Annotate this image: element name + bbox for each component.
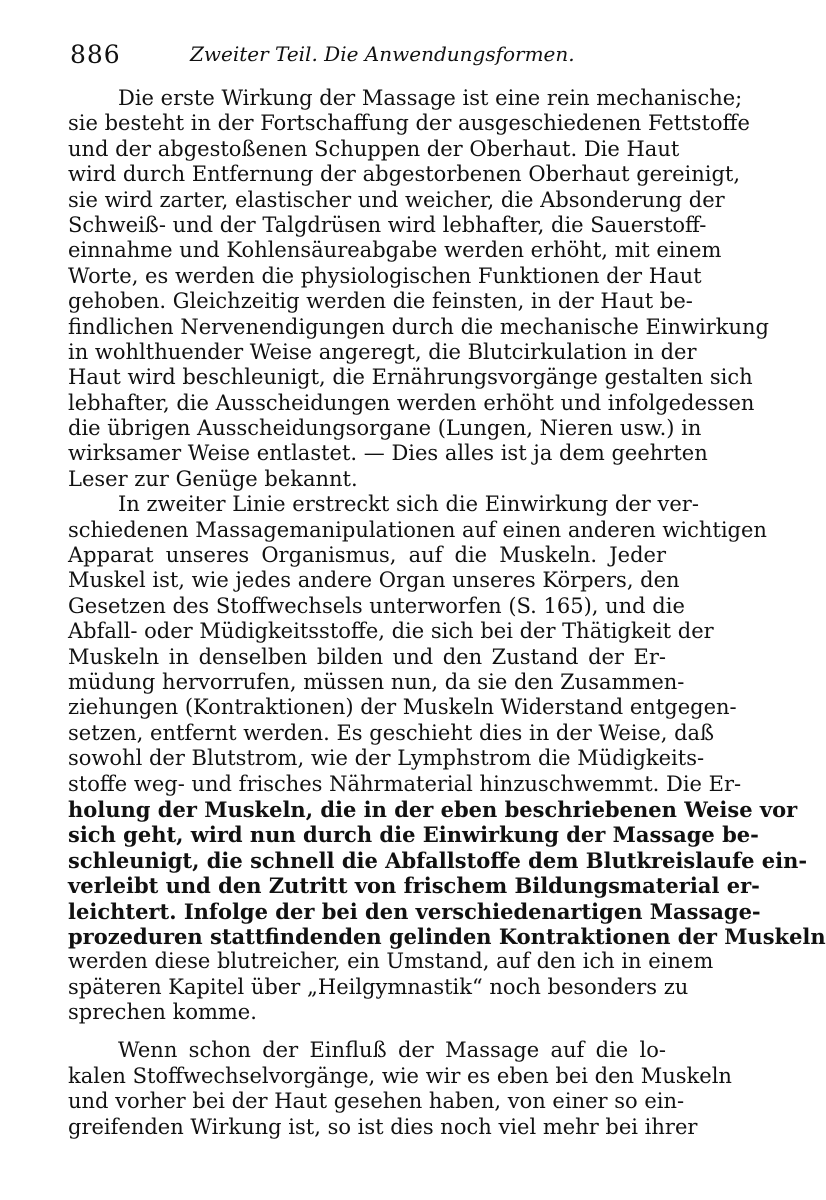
text-line: Die erste Wirkung der Massage ist eine rein mechanische; [118,86,743,110]
paragraph [68,492,826,1025]
text-line: die übrigen Ausscheidungsorgane (Lungen, Nieren usw.) in [68,416,702,441]
text-line: sie besteht in der Fortschaffung der ausgeschiedenen Fettstoffe [68,111,750,136]
text-line: Apparat unseres Organismus, auf die Muskeln. Jeder [68,543,666,568]
text-line: sprechen komme. [68,1000,257,1025]
text-line: späteren Kapitel über „Heilgymnastik“ noch besonders zu [68,974,689,999]
paragraph-gap [68,1025,666,1038]
text-line: Wenn schon der Einfluß der Massage auf die lo- [118,1038,666,1063]
text-line: Muskeln in denselben bilden und den Zustand der Er- [68,644,666,669]
text-line: stoffe weg- und frisches Nährmaterial hinzuschwemmt. Die Er- [68,771,742,796]
text-line: Muskel ist, wie jedes andere Organ unseres Körpers, den [68,568,680,593]
text-line: müdung hervorrufen, müssen nun, da sie den Zusammen- [68,669,685,694]
text-line: lebhafter, die Ausscheidungen werden erhöht und infolgedessen [68,390,755,415]
text-line: einnahme und Kohlensäureabgabe werden erhöht, mit einem [68,238,722,263]
text-line: in wohlthuender Weise angeregt, die Blutcirkulation in der [68,339,697,364]
text-line: Haut wird beschleunigt, die Ernährungsvorgänge gestalten sich [68,365,753,390]
text-line: Schweiß- und der Talgdrüsen wird lebhafter, die Sauerstoff- [68,212,707,237]
text-line: kalen Stoffwechselvorgänge, wie wir es eben bei den Muskeln [68,1063,732,1088]
text-line: Leser zur Genüge bekannt. [68,466,358,491]
text-line: setzen, entfernt werden. Es geschieht dies in der Weise, daß [68,720,715,745]
text-line: sich geht, wird nun durch die Einwirkung der Massage be- [68,822,759,848]
text-line: wird durch Entfernung der abgestorbenen Oberhaut gereinigt, [68,162,741,187]
text-line: Gesetzen des Stoffwechsels unterworfen (S. 165), und die [68,593,685,618]
text-line: Abfall- oder Müdigkeitsstoffe, die sich bei der Thätigkeit der [68,619,714,644]
text-line: schiedenen Massagemanipulationen auf einen anderen wichtigen [68,517,767,542]
text-line: findlichen Nervenendigungen durch die mechanische Einwirkung [68,314,769,339]
text-line: leichtert. Infolge der bei den verschiedenartigen Massage- [68,898,761,924]
page-number: 886 [70,40,121,69]
paragraph [68,1038,732,1140]
running-head: Zweiter Teil. Die Anwendungsformen. [190,42,575,66]
text-line: gehoben. Gleichzeitig werden die feinsten, in der Haut be- [68,289,693,314]
text-line: und vorher bei der Haut gesehen haben, von einer so ein- [68,1089,685,1114]
text-line: und der abgestoßenen Schuppen der Oberhaut. Die Haut [68,136,680,161]
text-line: werden diese blutreicher, ein Umstand, auf den ich in einem [68,949,714,974]
text-line: schleunigt, die schnell die Abfallstoffe dem Blutkreislaufe ein- [68,847,808,873]
text-line: holung der Muskeln, die in der eben beschriebenen Weise vor [68,796,798,822]
text-line: verleibt und den Zutritt von frischem Bildungsmaterial er- [68,873,760,899]
body-text [68,86,826,1140]
text-line: In zweiter Linie erstreckt sich die Einwirkung der ver- [118,492,699,517]
text-line: Worte, es werden die physiologischen Funktionen der Haut [68,263,702,288]
text-line: prozeduren stattfindenden gelinden Kontraktionen der Muskeln [68,923,826,949]
text-line: ziehungen (Kontraktionen) der Muskeln Widerstand entgegen- [68,695,737,720]
text-line: sie wird zarter, elastischer und weicher, die Absonderung der [68,187,725,212]
text-line: wirksamer Weise entlastet. — Dies alles ist ja dem geehrten [68,441,708,466]
text-line: sowohl der Blutstrom, wie der Lymphstrom die Müdigkeits- [68,746,705,771]
text-line: greifenden Wirkung ist, so ist dies noch viel mehr bei ihrer [68,1114,698,1139]
paragraph [68,86,769,492]
